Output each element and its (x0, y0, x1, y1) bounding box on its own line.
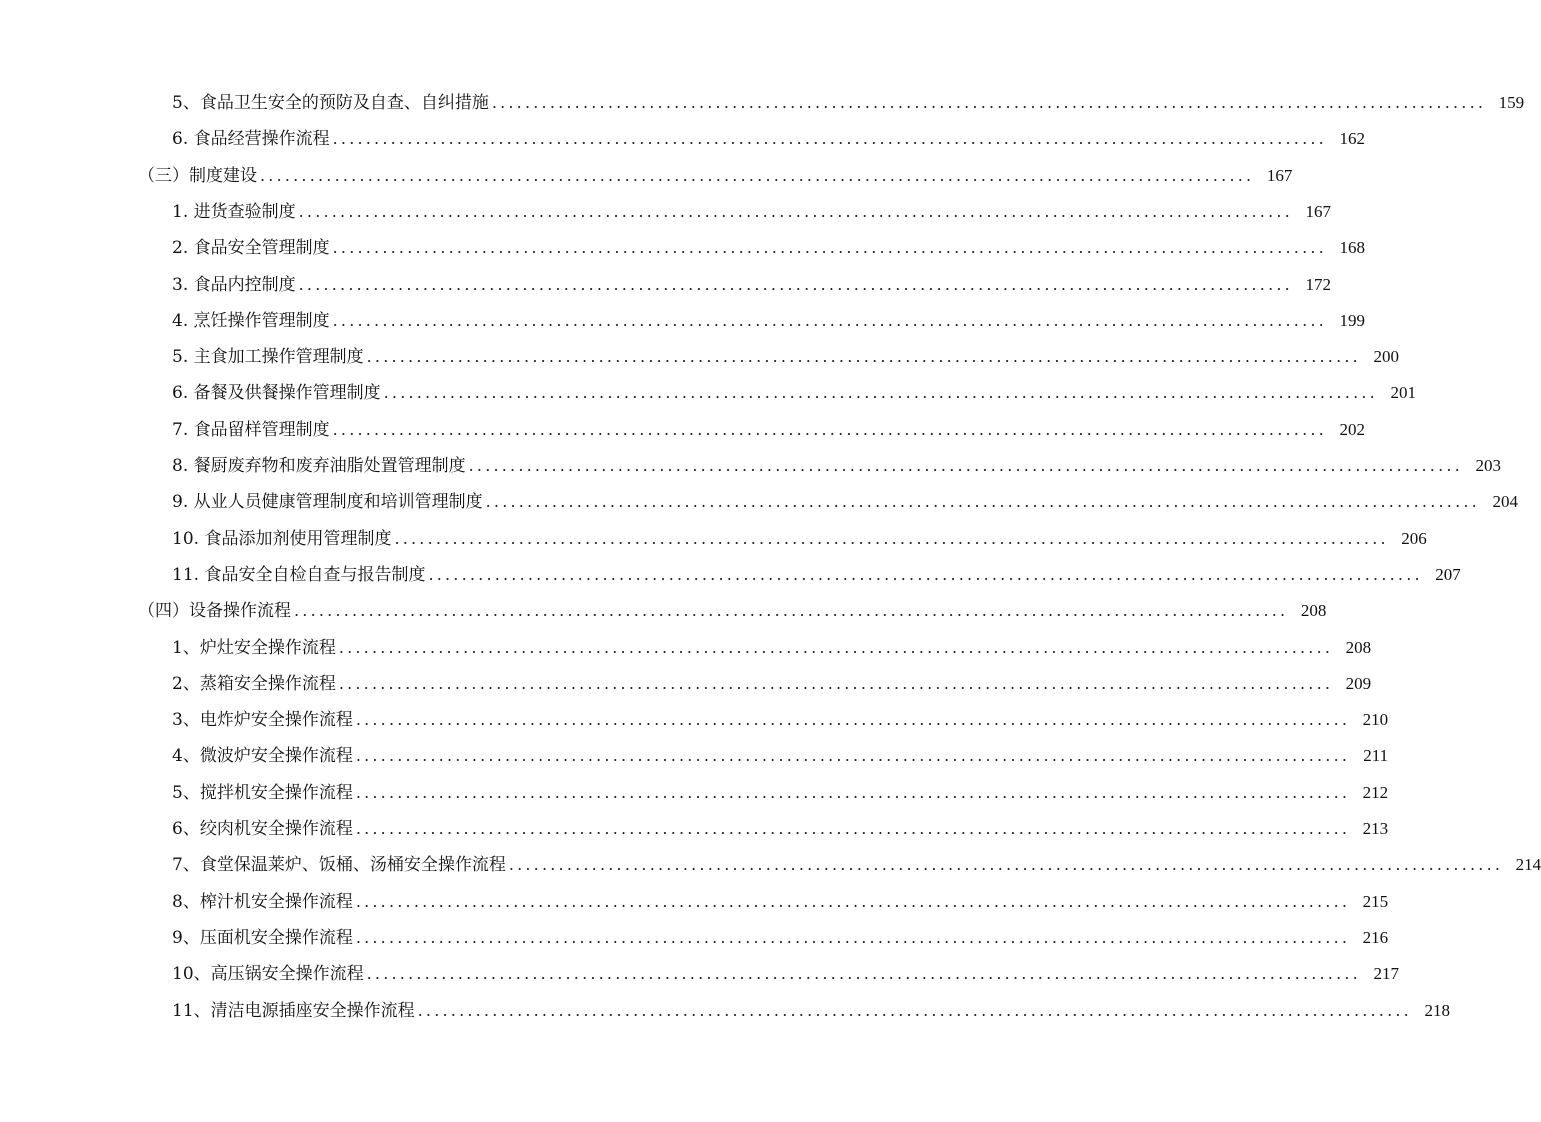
toc-page-number: 206 (1401, 528, 1427, 548)
toc-entry-title: （三）制度建设 (138, 165, 257, 186)
toc-section-entry[interactable] (0, 161, 1293, 191)
toc-entry-title: 10. 食品添加剂使用管理制度 (172, 528, 392, 549)
dot-leader: ........................................................................................................................ (332, 310, 1327, 330)
toc-item-entry[interactable] (0, 415, 1365, 445)
toc-page-number: 212 (1362, 782, 1389, 802)
dot-leader: ........................................................................................................................ (366, 964, 1361, 984)
toc-entry-title: 7. 食品留样管理制度 (172, 419, 330, 440)
toc-page-number: 213 (1362, 819, 1389, 838)
toc-entry-title: 6. 食品经营操作流程 (172, 129, 330, 150)
dot-leader: ........................................................................................................................ (338, 673, 1334, 693)
toc-item-entry[interactable] (0, 524, 1427, 554)
dot-leader: ........................................................................................................................ (428, 564, 1423, 584)
toc-section-entry[interactable] (0, 596, 1327, 626)
toc-page-number: 199 (1339, 310, 1365, 330)
toc-page-number: 204 (1492, 492, 1518, 512)
toc-page-number: 168 (1339, 238, 1365, 258)
toc-page-number: 200 (1373, 347, 1399, 367)
dot-leader: ........................................................................................................................ (366, 347, 1361, 367)
toc-item-entry[interactable] (0, 669, 1372, 699)
dot-leader: ........................................................................................................................ (332, 238, 1327, 258)
dot-leader: ........................................................................................................................ (468, 456, 1463, 475)
toc-page-number: 208 (1345, 637, 1372, 657)
toc-page-number: 167 (1305, 201, 1331, 221)
toc-item-entry[interactable] (0, 487, 1518, 517)
toc-page-number: 217 (1373, 964, 1399, 984)
toc-entry-title: 8、榨汁机安全操作流程 (172, 891, 353, 912)
toc-item-entry[interactable] (0, 887, 1389, 917)
dot-leader: ........................................................................................................................ (338, 637, 1334, 657)
toc-item-entry[interactable] (0, 342, 1399, 372)
dot-leader: ........................................................................................................................ (355, 819, 1351, 838)
toc-page-number: 218 (1424, 1000, 1450, 1020)
toc-entry-title: 3. 食品内控制度 (172, 274, 296, 295)
dot-leader: ........................................................................................................................ (355, 710, 1351, 730)
toc-page-number: 209 (1345, 673, 1372, 693)
toc-page-number: 208 (1300, 601, 1327, 621)
toc-entry-title: 5. 主食加工操作管理制度 (172, 347, 364, 368)
toc-item-entry[interactable] (0, 633, 1372, 663)
toc-item-entry[interactable] (0, 124, 1365, 154)
toc-item-entry[interactable] (0, 923, 1389, 953)
toc-page-number: 215 (1362, 891, 1389, 911)
toc-item-entry[interactable] (0, 451, 1501, 481)
dot-leader: ........................................................................................................................ (417, 1000, 1412, 1020)
toc-entry-title: 11. 食品安全自检自查与报告制度 (172, 564, 426, 585)
dot-leader: ........................................................................................................................ (298, 274, 1293, 294)
toc-item-entry[interactable] (0, 705, 1389, 735)
dot-leader: ........................................................................................................................ (485, 492, 1480, 512)
toc-page-number: 202 (1339, 419, 1365, 439)
toc-item-entry[interactable] (0, 959, 1399, 989)
toc-page-number: 172 (1305, 274, 1331, 294)
toc-entry-title: 1. 进货查验制度 (172, 201, 296, 222)
toc-entry-title: 2. 食品安全管理制度 (172, 238, 330, 259)
dot-leader: ........................................................................................................................ (383, 383, 1378, 403)
toc-item-entry[interactable] (0, 560, 1461, 590)
toc-page-number: 207 (1435, 564, 1461, 584)
toc-page-number: 214 (1515, 855, 1541, 875)
toc-item-entry[interactable] (0, 306, 1365, 336)
toc-item-entry[interactable] (0, 270, 1331, 300)
toc-page-number: 159 (1498, 93, 1525, 112)
toc-entry-title: 6. 备餐及供餐操作管理制度 (172, 383, 381, 404)
dot-leader: ........................................................................................................................ (394, 528, 1389, 548)
toc-entry-title: 4、微波炉安全操作流程 (172, 746, 353, 767)
dot-leader: ........................................................................................................................ (355, 927, 1351, 947)
toc-entry-title: 1、炉灶安全操作流程 (172, 637, 336, 658)
toc-item-entry[interactable] (0, 814, 1389, 844)
dot-leader: ........................................................................................................................ (298, 201, 1293, 221)
toc-item-entry[interactable] (0, 378, 1416, 408)
dot-leader: ........................................................................................................................ (508, 855, 1504, 875)
toc-item-entry[interactable] (0, 88, 1525, 118)
toc-entry-title: 10、高压锅安全操作流程 (172, 964, 364, 985)
toc-entry-title: 8. 餐厨废弃物和废弃油脂处置管理制度 (172, 456, 466, 476)
toc-page-number: 210 (1362, 710, 1389, 730)
toc-entry-title: （四）设备操作流程 (138, 601, 291, 622)
toc-entry-title: 6、绞肉机安全操作流程 (172, 819, 353, 839)
dot-leader: ........................................................................................................................ (355, 891, 1351, 911)
dot-leader: ........................................................................................................................ (260, 165, 1255, 185)
toc-page-number: 211 (1363, 746, 1389, 766)
toc-item-entry[interactable] (0, 233, 1365, 263)
dot-leader: ........................................................................................................................ (355, 782, 1351, 802)
dot-leader: ........................................................................................................................ (294, 601, 1289, 621)
dot-leader: ........................................................................................................................ (332, 129, 1327, 149)
toc-item-entry[interactable] (0, 996, 1450, 1026)
toc-entry-title: 11、清洁电源插座安全操作流程 (172, 1000, 415, 1021)
dot-leader: ........................................................................................................................ (355, 746, 1351, 766)
toc-entry-title: 3、电炸炉安全操作流程 (172, 710, 353, 731)
dot-leader: ........................................................................................................................ (332, 419, 1327, 439)
toc-item-entry[interactable] (0, 850, 1541, 880)
dot-leader: ........................................................................................................................ (491, 93, 1487, 112)
toc-item-entry[interactable] (0, 778, 1389, 808)
toc-page-number: 216 (1362, 927, 1389, 947)
toc-entry-title: 5、搅拌机安全操作流程 (172, 782, 353, 803)
toc-item-entry[interactable] (0, 741, 1389, 771)
toc-entry-title: 7、食堂保温莱炉、饭桶、汤桶安全操作流程 (172, 855, 506, 876)
toc-entry-title: 4. 烹饪操作管理制度 (172, 310, 330, 331)
toc-entry-title: 9. 从业人员健康管理制度和培训管理制度 (172, 492, 483, 513)
toc-entry-title: 9、压面机安全操作流程 (172, 927, 353, 948)
toc-entry-title: 5、食品卫生安全的预防及自查、自纠措施 (172, 93, 489, 113)
toc-page-number: 167 (1266, 165, 1293, 185)
toc-page-number: 162 (1339, 129, 1365, 149)
toc-item-entry[interactable] (0, 197, 1331, 227)
toc-page-number: 203 (1475, 456, 1501, 475)
toc-page-number: 201 (1390, 383, 1416, 403)
toc-entry-title: 2、蒸箱安全操作流程 (172, 673, 336, 694)
